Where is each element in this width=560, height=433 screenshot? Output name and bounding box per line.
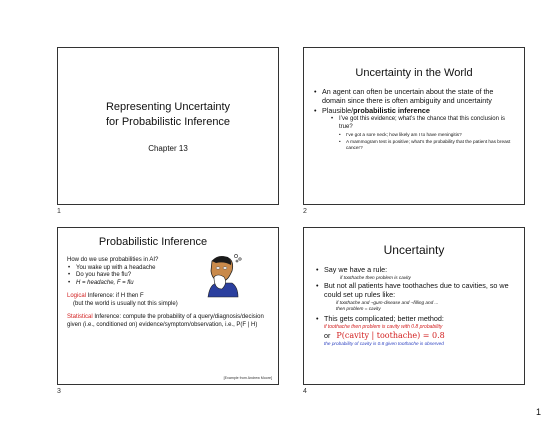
slide-3-title: Probabilistic Inference (98, 236, 208, 248)
slide-1-subtitle: Chapter 13 (148, 144, 188, 153)
slide-2-subsub2: • A mammogram test is positive; what’s the probability that the patient has breast cancer? (339, 139, 513, 151)
slide-4-or-line: or P(cavity | toothache) = 0.8 (324, 331, 445, 340)
slide-2-bullet1: • An agent can often be uncertain about the state of the domain since there is often ambiguity and uncertainty (313, 87, 513, 105)
slide-3-credit: [Example from Andrew Moore] (223, 376, 272, 380)
slide-2-subsub1: • I’ve got a sore neck; how likely am I to have meningitis? (339, 132, 513, 138)
slide-4-number: 4 (303, 388, 307, 395)
slide-2-number: 2 (303, 208, 307, 215)
slide-3-bullet1: • You wake up with a headache (67, 265, 272, 273)
slide-4-bullet3: • This gets complicated; better method: (315, 314, 520, 323)
slide-4-rule2a: if toothache and ¬gum-disease and ¬filling and ... (336, 300, 439, 305)
slide-4-formula: P(cavity | toothache) = 0.8 (336, 331, 445, 340)
page-number: 1 (535, 407, 541, 417)
slide-1 (57, 47, 279, 205)
slide-1-title-line2: for Probabilistic Inference (105, 116, 231, 128)
slide-4-rule2b: then problem = cavity (336, 306, 381, 311)
slide-3-logical-label: Logical (67, 293, 87, 299)
slide-3-number: 3 (57, 388, 61, 395)
slide-4-red-line: if toothache then problem is cavity with 0.8 probability (324, 324, 443, 330)
slide-1-title-line1: Representing Uncertainty (105, 101, 231, 113)
slide-4-bullet1: • Say we have a rule: (315, 265, 520, 274)
slide-3-logical-paren: (but the world is usually not this simple) (73, 300, 178, 307)
slide-3-bullet3: • H = headache, F = flu (67, 280, 272, 288)
slide-3-statistical-label: Statistical (67, 314, 93, 320)
slide-3-logical: Logical Inference: if H then F (67, 293, 144, 299)
slide-4-blue-line: the probability of cavity is 0.8 given toothache is observed (324, 341, 444, 346)
slide-4-rule1: if toothache then problem is cavity (340, 275, 411, 280)
slide-2 (303, 47, 525, 205)
slide-2-bullet2: • Plausible/probabilistic inference • I’ve got this evidence; what’s the chance that this conclusion is true? • I’ve got a sore neck; how likely am I to have meningitis? • A mammogram test is positive; what’s the probability that the patient has breast cancer? (313, 106, 513, 151)
slide-1-title (58, 100, 278, 130)
slide-3-statistical: Statistical Inference: compute the probability of a query/diagnosis/decision given (i.e., conditioned on) evidence/symptom/observation, i.e., P(F | H) (67, 314, 264, 328)
slide-4 (303, 227, 525, 385)
slide-3 (57, 227, 279, 385)
slide-2-title: Uncertainty in the World (355, 67, 473, 79)
slide-4-bullet2: • But not all patients have toothaches due to cavities, so we could set up rules like: (315, 281, 520, 299)
slide-3-intro: How do we use probabilities in AI? (67, 257, 159, 263)
slide-4-title: Uncertainty (383, 243, 445, 257)
slide-1-number: 1 (57, 208, 61, 215)
slide-2-sub1: • I’ve got this evidence; what’s the chance that this conclusion is true? (331, 116, 513, 131)
slide-3-bullet2: • Do you have the flu? (67, 272, 272, 280)
